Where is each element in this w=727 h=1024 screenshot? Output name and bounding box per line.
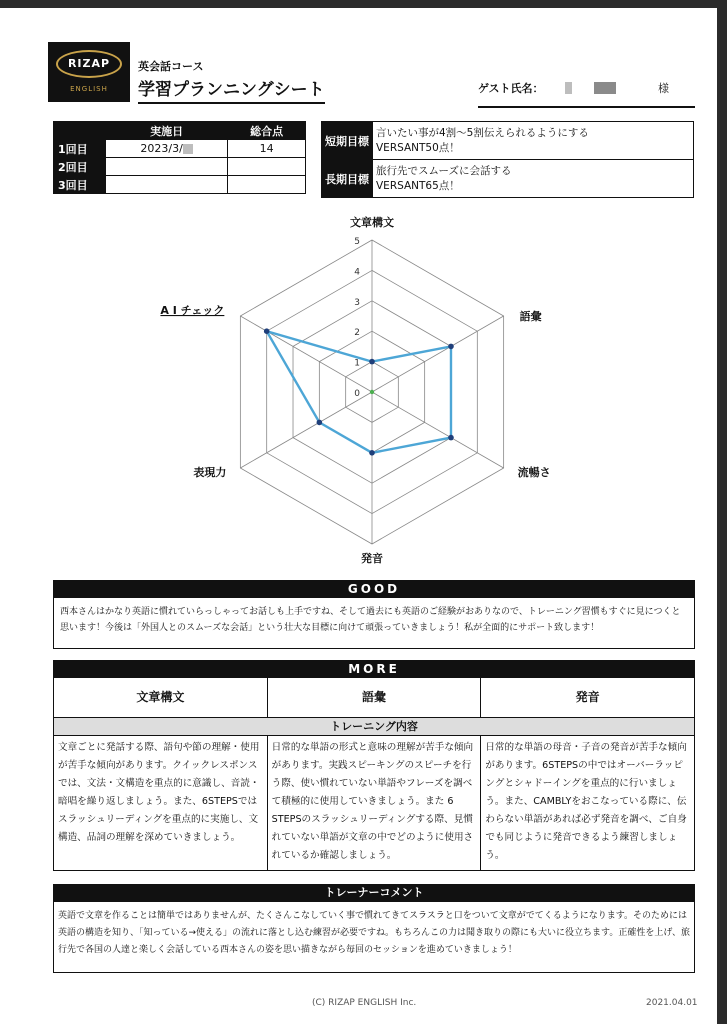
redacted-day	[183, 144, 193, 154]
table-row	[54, 140, 306, 158]
guest-name-label: ゲスト氏名：	[478, 82, 544, 95]
long-goal-value	[373, 160, 694, 198]
radar-axis-label: 表現力	[193, 466, 227, 479]
row-date	[106, 176, 228, 194]
radar-spoke	[240, 316, 372, 392]
course-name: 英会話コース	[138, 60, 204, 73]
row-date	[106, 158, 228, 176]
redacted-name	[594, 82, 616, 94]
row-date	[106, 140, 228, 158]
radar-data-point	[317, 420, 323, 426]
goals-table	[321, 121, 694, 198]
training-columns	[54, 736, 694, 870]
good-heading: GOOD	[54, 581, 694, 598]
page-title: 学習プランニングシート	[138, 75, 325, 104]
training-vocabulary: 日常的な単語の形式と意味の理解が苦手な傾向があります。実践スピーキングのスピーチを行う際、使い慣れていない単語やフレーズを調べて積極的に使用していきましょう。また 6 STEPSのスラッシュリーディングする際、見慣れていない単語が文章の中でどのように使用されているか確認しましょう。	[268, 736, 482, 870]
more-heading: MORE	[54, 661, 694, 678]
row-total	[228, 158, 306, 176]
revision-date: 2021.04.01	[646, 998, 698, 1008]
radar-center-point	[370, 390, 374, 394]
long-goal-line2: VERSANT65点！	[376, 179, 460, 192]
category-vocabulary: 語彙	[268, 678, 482, 717]
row-label: 2回目	[54, 158, 106, 176]
row-total: 14	[228, 140, 306, 158]
row-total	[228, 176, 306, 194]
long-goal-line1: 旅行先でスムーズに会話する	[376, 164, 512, 177]
category-pronunciation: 発音	[575, 690, 600, 704]
radar-spoke	[240, 392, 372, 468]
short-goal-line2: VERSANT50点！	[376, 141, 460, 154]
score-header-date: 実施日	[106, 122, 228, 140]
redacted-name	[565, 82, 572, 94]
radar-data-point	[264, 328, 270, 334]
rizap-logo	[48, 42, 130, 102]
row-label: 3回目	[54, 176, 106, 194]
radar-spoke	[372, 316, 504, 392]
guest-underline	[478, 106, 695, 108]
radar-axis-label: 文章構文	[350, 216, 394, 229]
radar-tick-label: 2	[354, 328, 360, 339]
more-categories	[54, 678, 694, 718]
more-section	[53, 660, 695, 871]
radar-data-point	[448, 344, 454, 350]
radar-tick-label: 5	[354, 237, 360, 247]
score-header-blank	[54, 122, 106, 140]
copyright: (C) RIZAP ENGLISH Inc.	[312, 998, 417, 1008]
logo-subtitle: ENGLISH	[70, 85, 108, 93]
trainer-comment-heading: トレーナーコメント	[54, 885, 694, 902]
radar-data-point	[448, 435, 454, 441]
training-pronunciation: 日常的な単語の母音・子音の発音が苦手な傾向があります。6STEPSの中ではオーバーラッピングとシャドーイングを重点的に行いましょう。また、CAMBLYをおこなっている際に、伝わらない単語があれば必ず発音を調べ、ご自身でも同じように発音できるよう練習しましょう。	[485, 742, 687, 861]
short-goal-line1: 言いたい事が4割〜5割伝えられるようにする	[376, 126, 589, 139]
sheet-page	[0, 8, 717, 1024]
category-structure: 文章構文	[54, 678, 268, 717]
row-date-text: 2023/3/	[140, 142, 183, 155]
good-section	[53, 580, 695, 649]
trainer-comment-section	[53, 884, 695, 973]
radar-axis-label: 流暢さ	[517, 466, 551, 479]
score-table	[53, 121, 306, 194]
long-goal-label: 長期目標	[322, 160, 373, 198]
honorific: 様	[658, 82, 669, 95]
table-row	[54, 176, 306, 194]
short-goal-value	[373, 122, 694, 160]
radar-tick-label: 4	[354, 267, 360, 278]
radar-tick-label: 1	[354, 358, 360, 369]
radar-tick-label: 3	[354, 297, 360, 308]
skill-radar-chart	[150, 213, 590, 573]
logo-wordmark: RIZAP	[56, 50, 122, 78]
good-text: 西本さんはかなり英語に慣れていらっしゃってお話しも上手ですね、そして過去にも英語のご経験がおありなので、トレーニング習慣もすぐに見につくと思います！今後は「外国人とのスムーズな会話」という壮大な目標に向けて頑張っていきましょう！私が全面的にサポート致します！	[60, 607, 681, 633]
radar-spoke	[372, 392, 504, 468]
trainer-comment-text: 英語で文章を作ることは簡単ではありませんが、たくさんこなしていく事で慣れてきてスラスラと口をついて文章がでてくるようになります。そのためには英語の構造を知り、「知っている→使える」の流れに落とし込む練習が必要ですね。もちろんこの力は聞き取りの際にも大いに役立ちます。正確性を上げ、旅行先で各国の人達と楽しく会話している西本さんの姿を思い描きながら毎回のセッションを進めていきましょう！	[58, 911, 690, 955]
radar-axis-label: 語彙	[519, 310, 542, 323]
training-heading: トレーニング内容	[54, 718, 694, 736]
score-header-total: 総合点	[228, 122, 306, 140]
radar-axis-label: A I チェック	[160, 304, 225, 317]
training-structure: 文章ごとに発話する際、語句や節の理解・使用が苦手な傾向があります。クイックレスポンスでは、文法・文構造を重点的に意識し、音読・暗唱を繰り返しましょう。また、6STEPSではスラッシュリーディングを重点的に実施し、文構造、品詞の理解を深めていきましょう。	[54, 736, 268, 870]
row-label: 1回目	[54, 140, 106, 158]
radar-data-point	[369, 450, 375, 456]
short-goal-label: 短期目標	[322, 122, 373, 160]
radar-tick-label: 0	[354, 389, 360, 399]
table-row	[54, 158, 306, 176]
radar-data-point	[369, 359, 375, 365]
radar-axis-label: 発音	[361, 552, 383, 565]
